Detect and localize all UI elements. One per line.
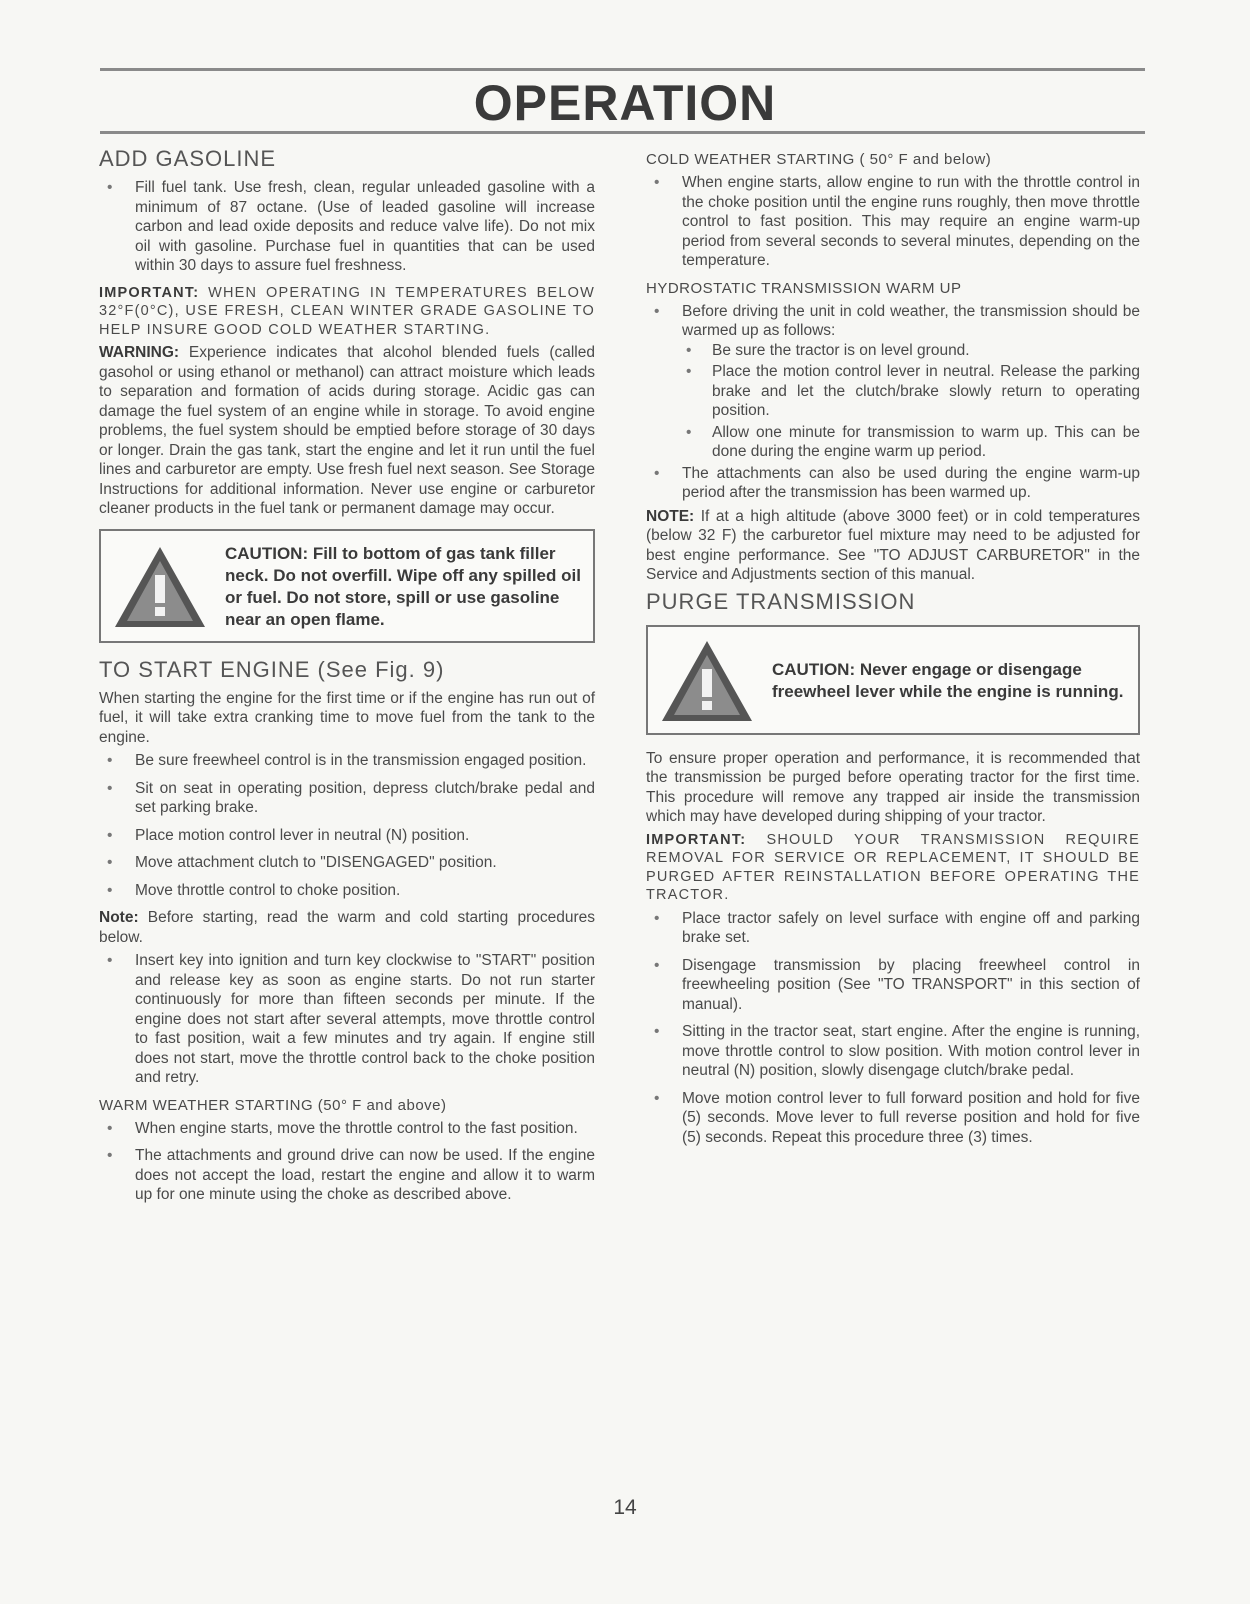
list-item: • Fill fuel tank. Use fresh, clean, regular unleaded gasoline with a minimum of 87 octane. (Use of leaded gasoline will increase carbon and lead oxide deposits and reduce valve life). Do not mix oil with gasoline. Purchase fuel in quantities that can be used within 30 days to assure fuel freshness. [99, 178, 595, 276]
list-item: • When engine starts, move the throttle control to the fast position. [99, 1119, 595, 1139]
start-engine-list [99, 751, 595, 900]
list-item: • Insert key into ignition and turn key clockwise to "START" position and release key as soon as engine starts. Do not run starter continuously for more than fifteen seconds per minute. If the engine does not start after several attempts, move throttle control to fast position, wait a few minutes and try again. If engine still does not start, move the throttle control back to the choke position and retry. [99, 951, 595, 1088]
list-item: • Move attachment clutch to "DISENGAGED" position. [99, 853, 595, 873]
list-item: • Sitting in the tractor seat, start engine. After the engine is running, move throttle control to slow position. With motion control lever in neutral (N) position, slowly disengage clutch/brake pedal. [646, 1022, 1140, 1081]
warning-triangle-icon [660, 639, 754, 723]
page-number: 14 [613, 1496, 637, 1519]
list-item: • The attachments and ground drive can now be used. If the engine does not accept the load, restart the engine and allow it to warm up for one minute using the choke as described above. [99, 1146, 595, 1205]
list-item: • Place motion control lever in neutral (N) position. [99, 826, 595, 846]
list-item: • Place the motion control lever in neutral. Release the parking brake and let the clutch/brake slowly return to operating position. [682, 362, 1140, 421]
caution-box-gasoline [99, 529, 595, 643]
add-gasoline-list [99, 178, 595, 276]
important-text: WHEN OPERATING IN TEMPERATURES BELOW 32°F(0°C), USE FRESH, CLEAN WINTER GRADE GASOLINE TO HELP INSURE GOOD COLD WEATHER STARTING. [99, 284, 595, 338]
list-item: • Place tractor safely on level surface with engine off and parking brake set. [646, 909, 1140, 948]
header-rule-top [100, 68, 1145, 71]
list-item: • Be sure the tractor is on level ground. [682, 341, 1140, 361]
start-note [99, 908, 595, 947]
warning-paragraph [99, 343, 595, 519]
start-engine-heading: TO START ENGINE (See Fig. 9) [99, 656, 445, 682]
purge-intro: To ensure proper operation and performance, it is recommended that the transmission be purged before operating tractor for the first time. This procedure will remove any trapped air inside the transmission which may have developed during shipping of your tractor. [646, 749, 1140, 825]
page-title: OPERATION [473, 75, 777, 131]
list-item: • Move throttle control to choke position. [99, 881, 595, 901]
warning-label: WARNING: [99, 344, 180, 361]
list-item: • Disengage transmission by placing freewheel control in freewheeling position (See "TO TRANSPORT" in this section of manual). [646, 956, 1140, 1015]
hydrostatic-sublist [682, 341, 1140, 462]
list-item: • Be sure freewheel control is in the transmission engaged position. [99, 751, 595, 771]
warm-weather-list [99, 1119, 595, 1205]
purge-list [646, 909, 1140, 1148]
important-label: IMPORTANT: [646, 831, 747, 848]
list-item: • Move motion control lever to full forward position and hold for five (5) seconds. Move lever to full reverse position and hold for five (5) seconds. Repeat this procedure three (3) times. [646, 1089, 1140, 1148]
note-label: Note: [99, 909, 139, 926]
header-rule-bottom [100, 131, 1145, 134]
cold-weather-heading: COLD WEATHER STARTING ( 50° F and below) [646, 151, 992, 168]
note-text: If at a high altitude (above 3000 feet) or in cold temperatures (below 32 F) the carburetor fuel mixture may need to be adjusted for best engine performance. See "TO ADJUST CARBURETOR" in the Service and Adjustments section of this manual. [646, 507, 1141, 583]
hydrostatic-bullet-text: Before driving the unit in cold weather, the transmission should be warmed up as follows: [682, 302, 1140, 339]
insert-key-list [99, 951, 595, 1088]
list-item: • The attachments can also be used during the engine warm-up period after the transmission has been warmed up. [646, 464, 1140, 503]
altitude-note [646, 507, 1140, 585]
caution-text: CAUTION: Never engage or disengage freewheel lever while the engine is running. [772, 659, 1124, 701]
hydrostatic-list [646, 302, 1140, 503]
important-fuel-note [99, 284, 595, 340]
left-column [99, 146, 595, 1213]
purge-transmission-heading: PURGE TRANSMISSION [646, 588, 916, 614]
warm-weather-heading: WARM WEATHER STARTING (50° F and above) [99, 1096, 447, 1114]
list-item: • Allow one minute for transmission to warm up. This can be done during the engine warm up period. [682, 423, 1140, 462]
important-label: IMPORTANT: [99, 284, 200, 301]
caution-box-freewheel [646, 625, 1140, 735]
important-text: SHOULD YOUR TRANSMISSION REQUIRE REMOVAL FOR SERVICE OR REPLACEMENT, IT SHOULD BE PURGED AFTER REINSTALLATION BEFORE OPERATING THE TRACTOR. [646, 831, 1140, 903]
hydrostatic-heading: HYDROSTATIC TRANSMISSION WARM UP [646, 279, 962, 297]
list-item [646, 302, 1140, 462]
list-item: • Sit on seat in operating position, depress clutch/brake pedal and set parking brake. [99, 779, 595, 818]
right-column [646, 146, 1140, 1155]
note-text: Before starting, read the warm and cold starting procedures below. [99, 909, 595, 946]
warning-text: Experience indicates that alcohol blended fuels (called gasohol or using ethanol or methanol) can attract moisture which leads to separation and formation of acids during storage. Acidic gas can damage the fuel system of an engine while in storage. To avoid engine problems, the fuel system should be emptied before storage of 30 days or longer. Drain the gas tank, start the engine and let it run until the fuel lines and carburetor are empty. Use fresh fuel next season. See Storage Instructions for additional information. Never use engine or carburetor cleaner products in the fuel tank or permanent damage may occur. [99, 344, 595, 517]
caution-text: CAUTION: Fill to bottom of gas tank filler neck. Do not overfill. Wipe off any spilled oil or fuel. Do not store, spill or use gasoline near an open flame. [225, 543, 581, 629]
start-engine-intro: When starting the engine for the first time or if the engine has run out of fuel, it will take extra cranking time to move fuel from the tank to the engine. [99, 689, 595, 746]
note-label: NOTE: [646, 507, 695, 525]
add-gasoline-heading: ADD GASOLINE [99, 146, 277, 171]
cold-weather-list [646, 173, 1140, 271]
important-purge-note [646, 831, 1140, 905]
list-item: • When engine starts, allow engine to run with the throttle control in the choke position until the engine runs roughly, then move throttle control to fast position. This may require an engine warm-up period from several seconds to several minutes, depending on the temperature. [646, 173, 1140, 271]
warning-triangle-icon [113, 545, 207, 629]
